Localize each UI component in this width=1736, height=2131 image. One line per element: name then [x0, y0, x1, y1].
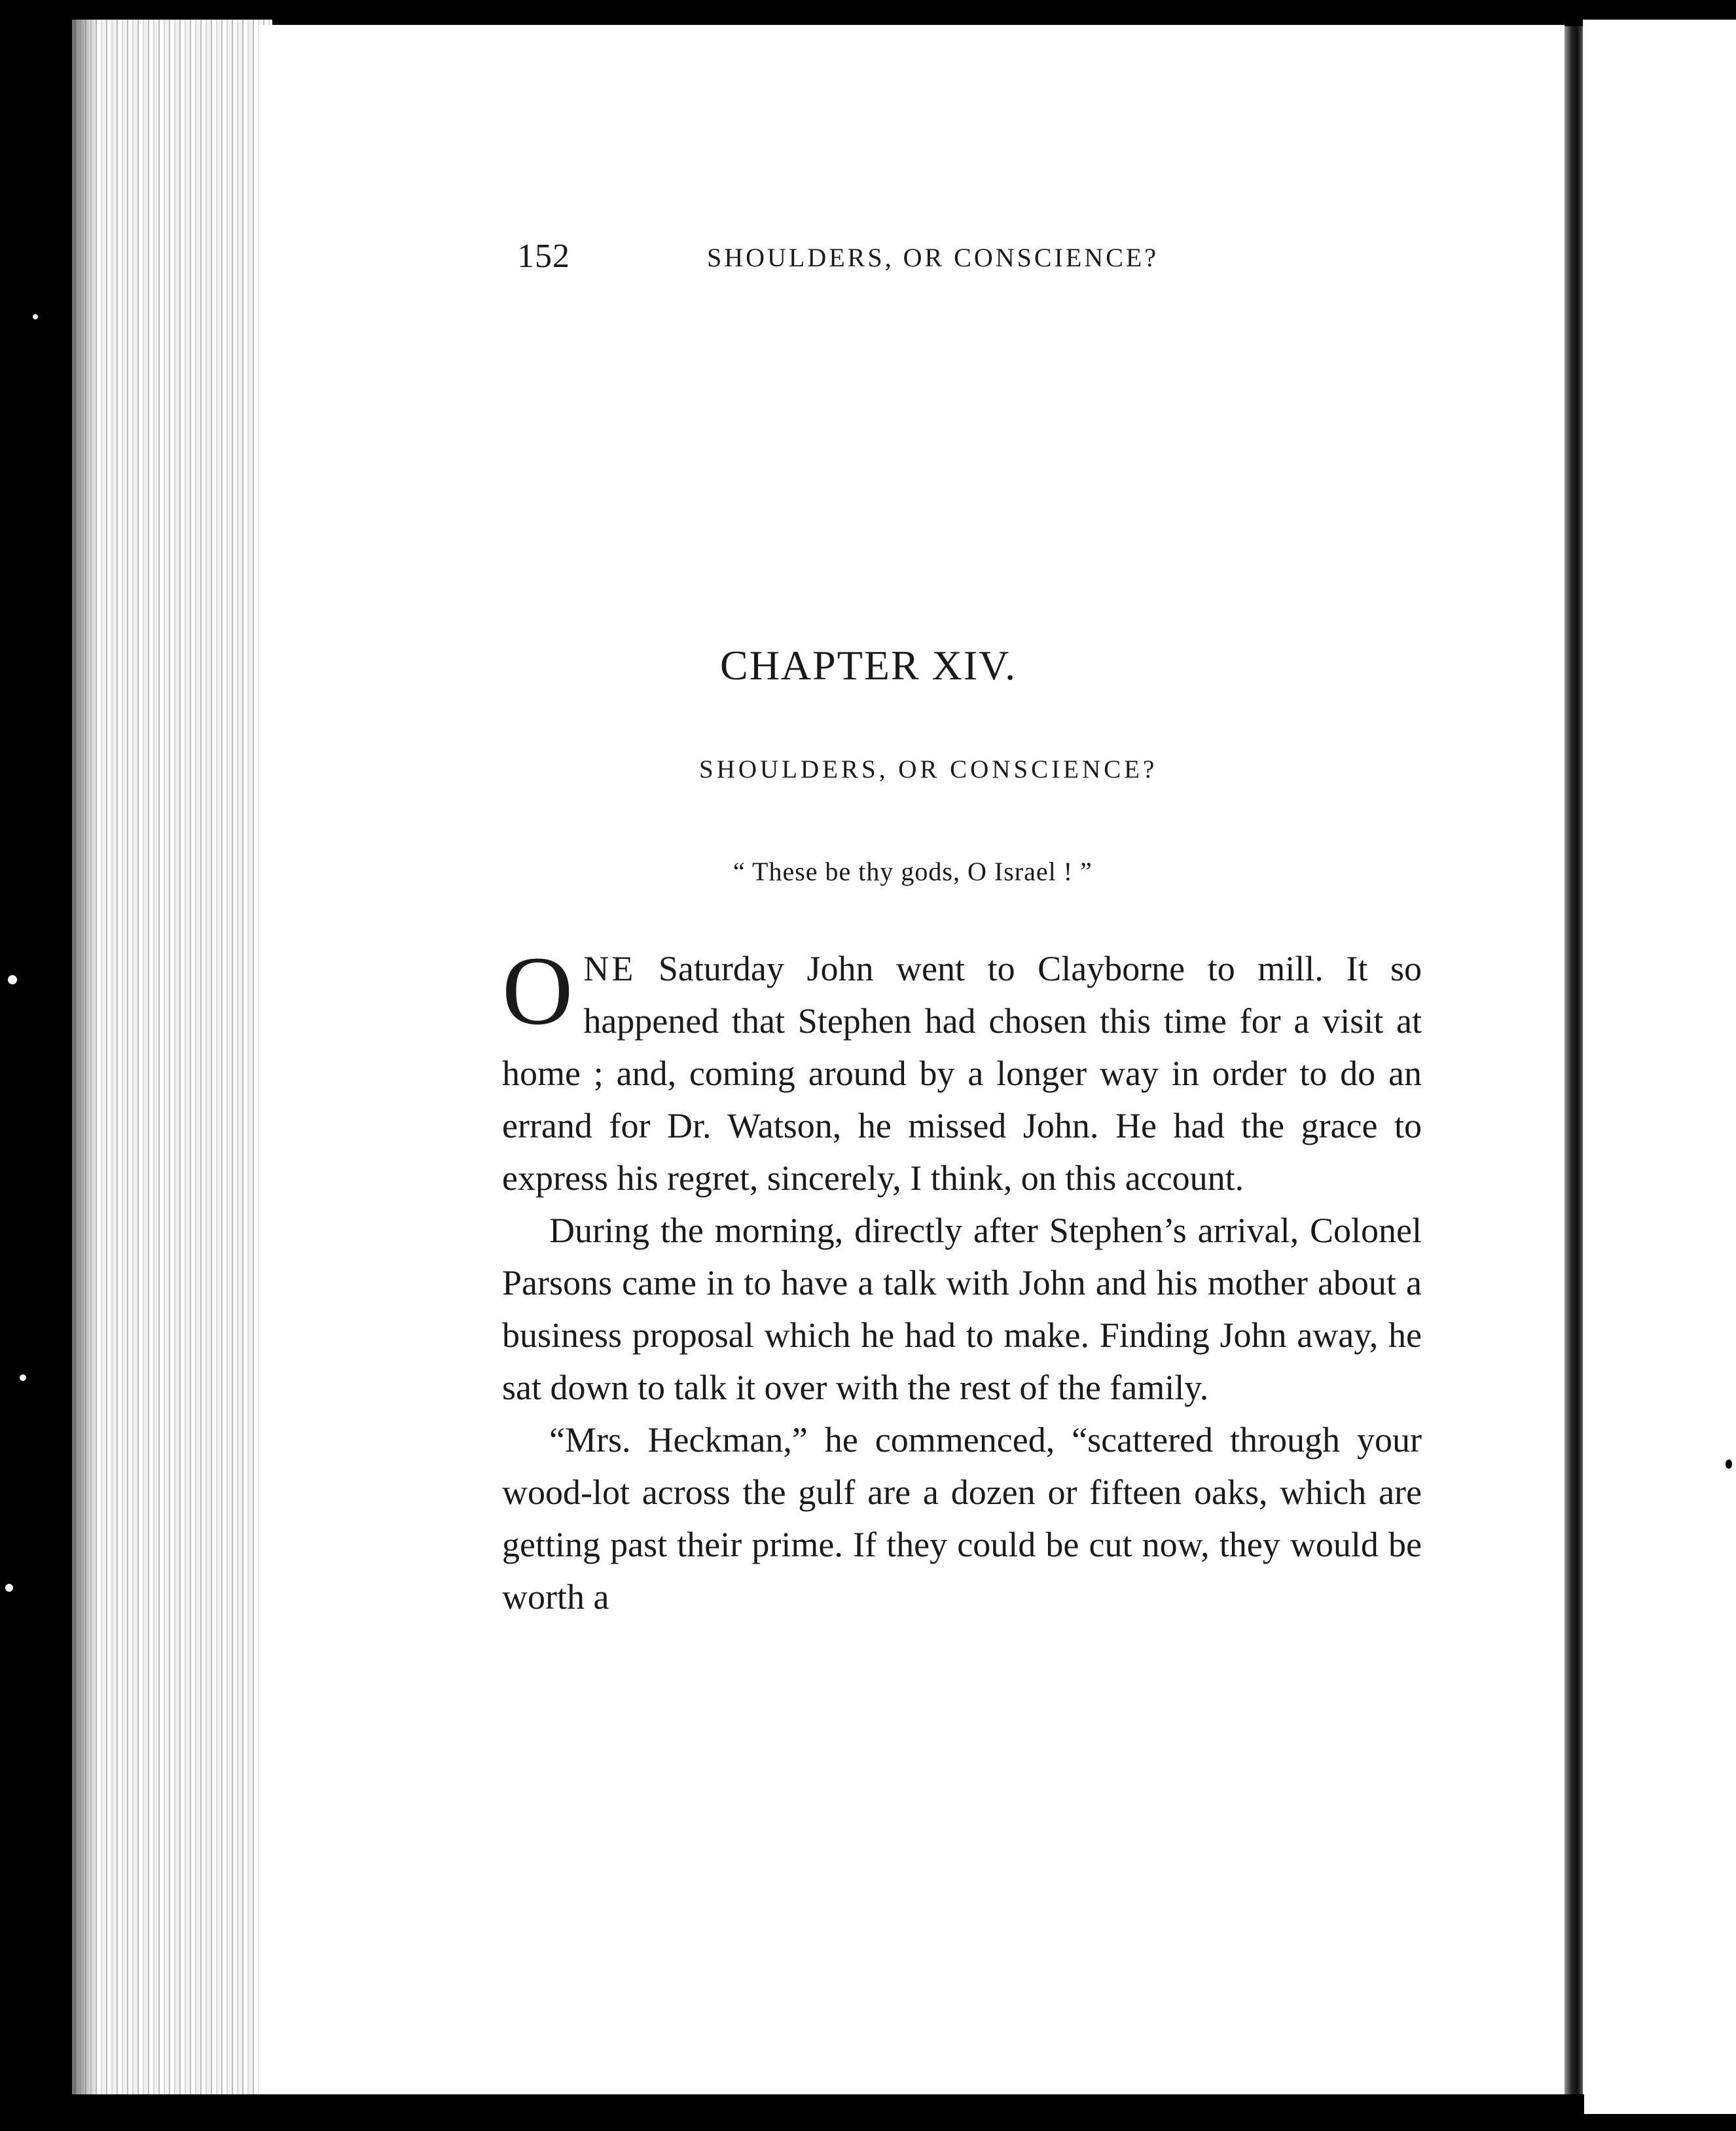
scan-bottom-border [72, 2094, 1584, 2131]
chapter-heading: CHAPTER XIV. [720, 642, 1017, 689]
scan-speck [20, 1374, 26, 1381]
chapter-subtitle: SHOULDERS, OR CONSCIENCE? [699, 755, 1158, 783]
chapter-epigraph: “ These be thy gods, O Israel ! ” [733, 857, 1093, 886]
scan-speck [33, 314, 38, 319]
page-number: 152 [517, 238, 570, 275]
scan-speck [8, 975, 17, 984]
running-title: SHOULDERS, OR CONSCIENCE? [707, 243, 1159, 272]
book-gutter [1564, 26, 1583, 2107]
running-head [517, 237, 1270, 283]
page-edge-shadow [72, 20, 98, 2101]
paragraph: During the morning, directly after Stephen’s arrival, Colonel Parsons came in to have a talk with John and his mother about a business proposal which he had to make. Finding John away, he sat down to talk it over with the rest of the family. [502, 1211, 1422, 1407]
paragraph: “Mrs. Heckman,” he commenced, “scattered through your wood-lot across the gulf are a dozen or fifteen oaks, which are getting past their prime. If they could be cut now, they would be worth a [502, 1420, 1422, 1617]
opening-caps: NE [583, 949, 636, 988]
scan-speck [1726, 1459, 1732, 1469]
scan-speck [5, 1584, 13, 1592]
body-text [502, 937, 1422, 1623]
facing-page-edge [1583, 20, 1736, 2114]
paragraph [502, 937, 1422, 1204]
drop-cap: O [502, 937, 573, 1045]
paragraph-text: Saturday John went to Clayborne to mill. It so happened that Stephen had chosen this time for a visit at home ; and, coming around by a longer way in order to do an errand for Dr. Watson, he missed John. He had the grace to express his regret, sincerely, I think, on this account. [502, 949, 1422, 1198]
stacked-page-edges [72, 20, 272, 2101]
